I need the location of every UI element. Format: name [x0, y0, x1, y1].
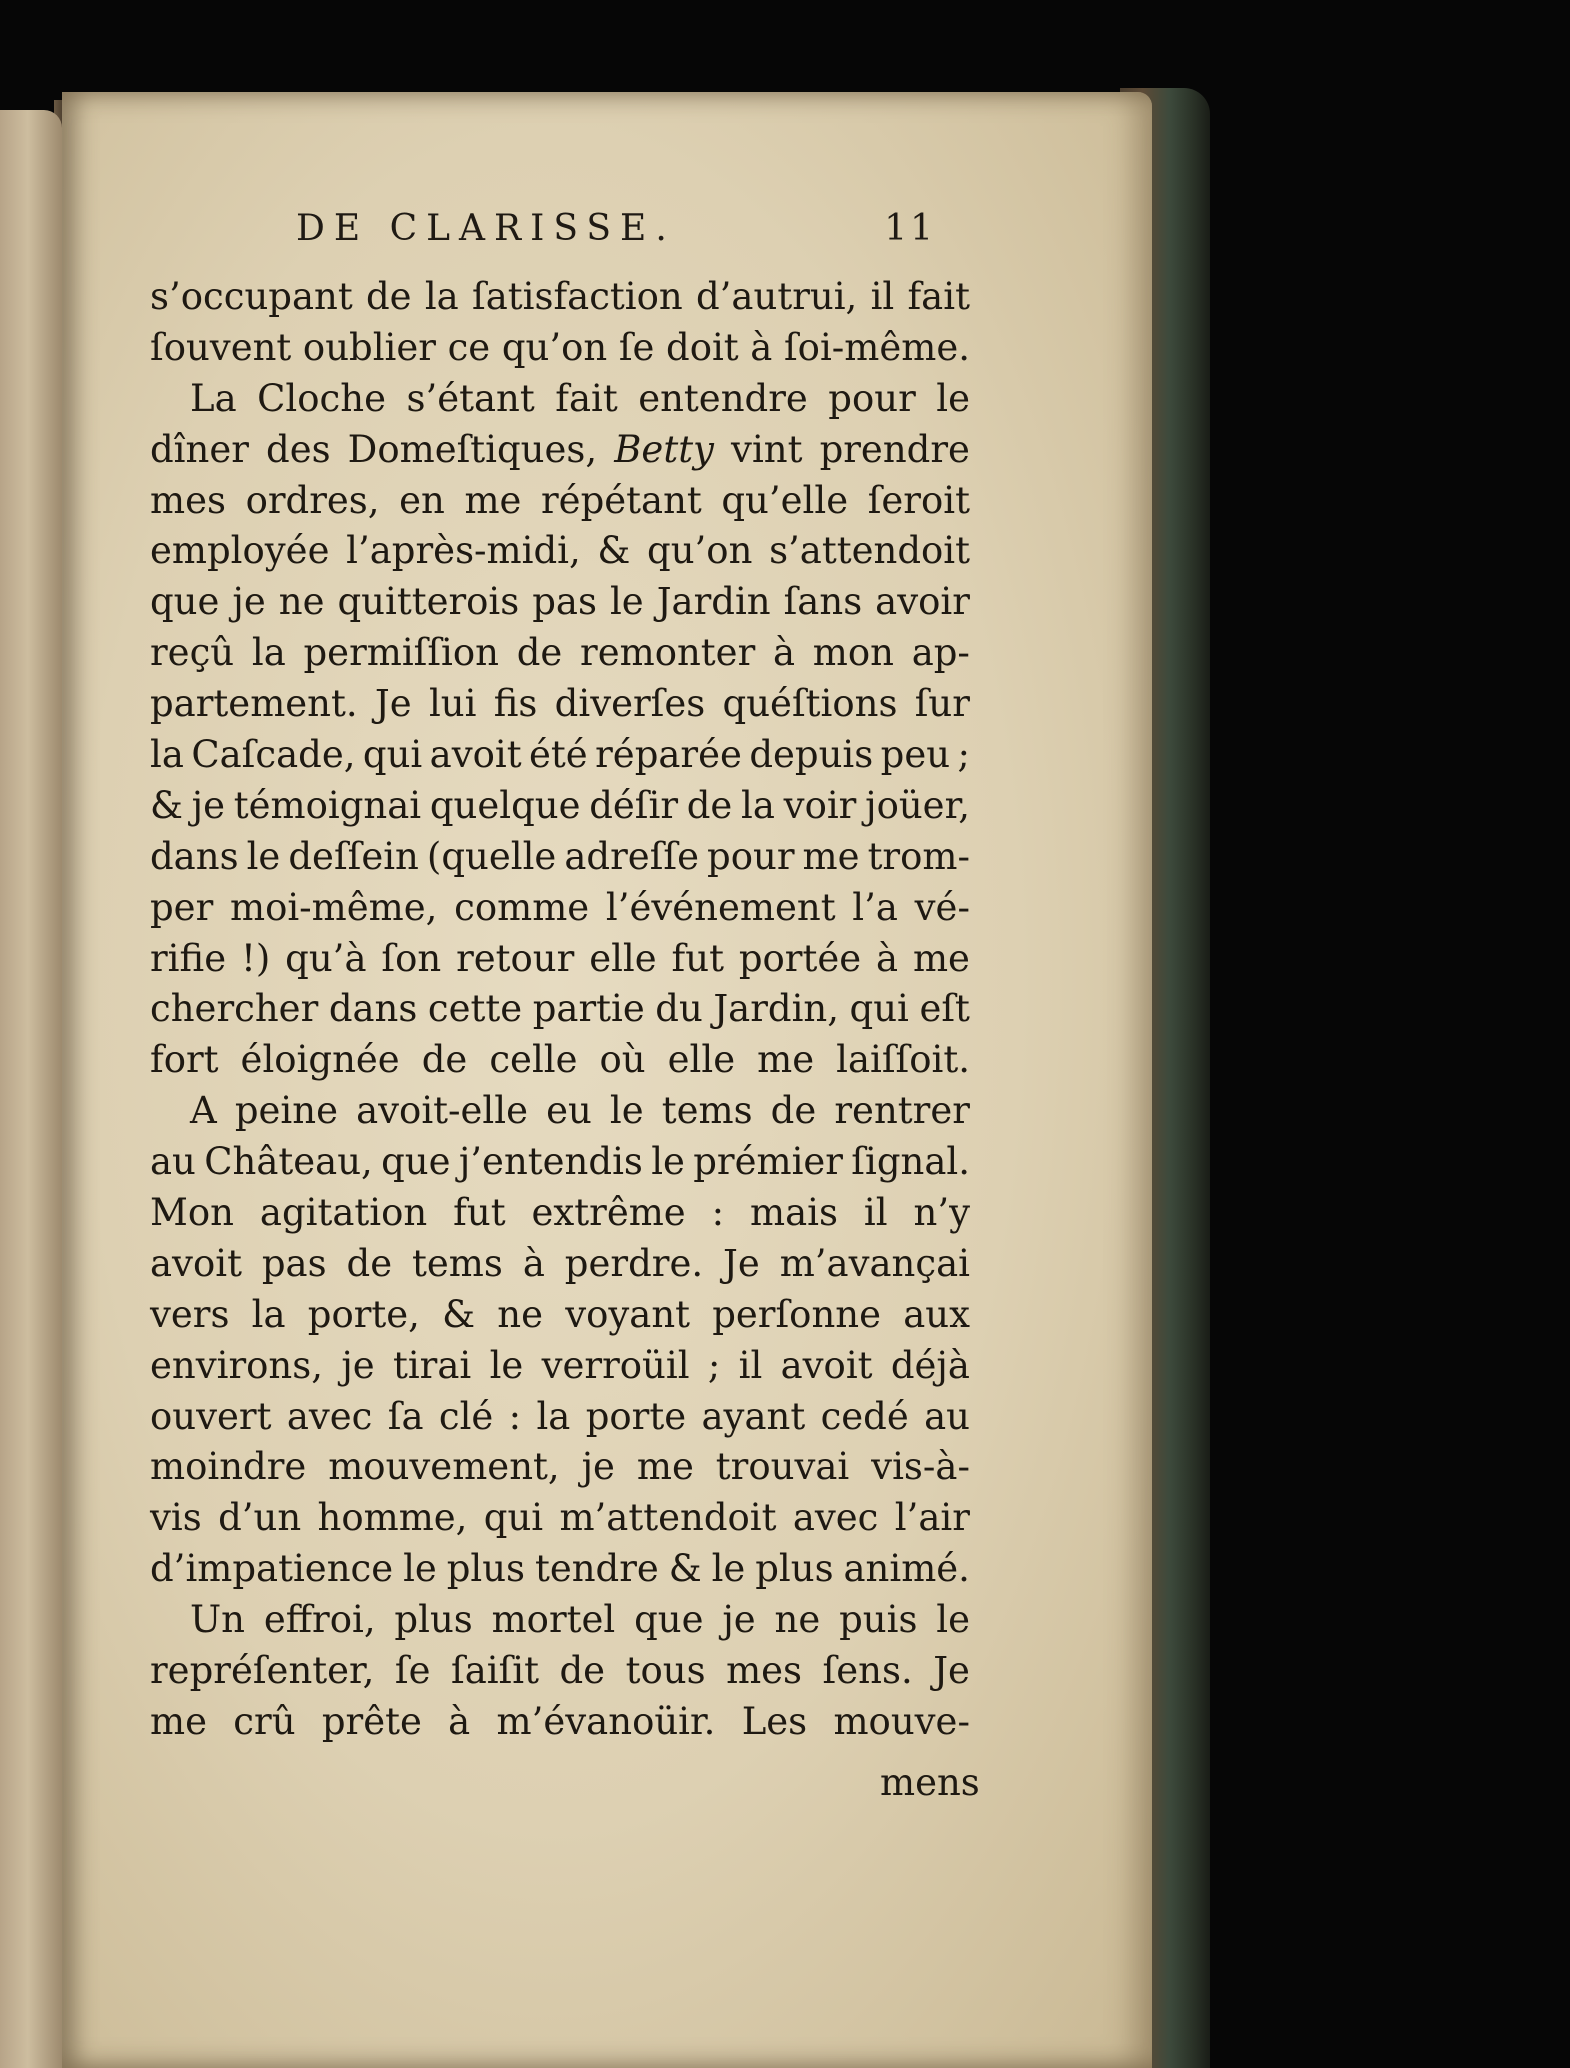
- word: La: [190, 376, 237, 420]
- word: environs,: [150, 1343, 324, 1387]
- word: s’étant: [406, 376, 535, 420]
- word: me: [912, 936, 970, 980]
- word: Je: [933, 1649, 970, 1693]
- word: repréſenter,: [150, 1649, 375, 1693]
- word: la: [251, 631, 286, 675]
- word: mais: [750, 1191, 838, 1235]
- word: Je: [374, 682, 412, 726]
- word: ſur: [914, 682, 970, 726]
- word: fis: [493, 682, 538, 726]
- word: comme: [454, 885, 590, 929]
- word: me: [464, 478, 522, 522]
- word: rentrer: [834, 1089, 970, 1133]
- word: mouvement,: [328, 1445, 560, 1489]
- word: partement.: [150, 682, 358, 726]
- text-line: [150, 934, 970, 985]
- word: reçû: [150, 631, 235, 675]
- word: quitterois: [337, 580, 520, 624]
- text-line: [150, 1646, 970, 1697]
- word: aux: [903, 1292, 970, 1336]
- word: témoignai: [233, 783, 422, 827]
- word: ſon: [381, 936, 442, 980]
- word: le: [609, 580, 644, 624]
- word: chercher: [150, 987, 319, 1031]
- word: la: [741, 783, 775, 827]
- word: Les: [741, 1699, 808, 1743]
- word: porte,: [307, 1292, 420, 1336]
- word: moindre: [150, 1445, 307, 1489]
- word: fait: [907, 275, 970, 318]
- word: (quelle: [426, 834, 557, 878]
- word: avoit: [150, 1241, 242, 1285]
- word: réparée: [595, 733, 742, 777]
- word: ſoi-même.: [783, 325, 970, 369]
- word: dans: [150, 834, 239, 878]
- word: où: [599, 1038, 646, 1082]
- text-line: [150, 1341, 970, 1392]
- word: vint: [731, 427, 803, 471]
- word: qui: [483, 1496, 544, 1540]
- word: eſt: [919, 987, 970, 1031]
- left-page-edge: [0, 110, 62, 2068]
- word: de: [559, 1649, 606, 1693]
- word: &: [442, 1292, 476, 1336]
- word: cedé: [820, 1394, 909, 1438]
- word: &: [597, 529, 631, 573]
- word: ſe: [618, 325, 655, 369]
- word: le: [936, 376, 970, 420]
- word: entendre: [638, 376, 808, 420]
- word: d’autrui,: [695, 275, 858, 318]
- word: ſa: [387, 1394, 424, 1438]
- text-line: [150, 1035, 970, 1086]
- word: déſir: [589, 783, 679, 827]
- word: plus: [394, 1598, 473, 1642]
- word: Un: [190, 1598, 246, 1642]
- word: :: [711, 1191, 725, 1235]
- word: puis: [839, 1598, 918, 1642]
- word: remonter: [580, 631, 756, 675]
- word: quelque: [429, 783, 581, 827]
- word: &: [668, 1547, 702, 1591]
- text-line: [150, 577, 970, 628]
- word: avec: [286, 1394, 373, 1438]
- word: lui: [428, 682, 477, 726]
- word: ne: [497, 1292, 543, 1336]
- word: vers: [150, 1292, 230, 1336]
- word: qui: [362, 733, 423, 777]
- word: que: [634, 1598, 704, 1642]
- word: celle: [489, 1038, 578, 1082]
- word: à: [750, 325, 773, 369]
- word: verroüil: [541, 1343, 690, 1387]
- word: des: [266, 427, 331, 471]
- word: perdre.: [564, 1241, 704, 1285]
- word: à: [772, 631, 796, 675]
- word: laiſſoit.: [836, 1038, 970, 1082]
- word: le: [403, 1547, 437, 1591]
- word: été: [529, 733, 588, 777]
- word: ſouvent: [150, 325, 292, 369]
- word: j’entendis: [458, 1140, 643, 1184]
- word: perſonne: [712, 1292, 882, 1336]
- text-line: [150, 1137, 970, 1188]
- word: m’évanoüir.: [496, 1699, 716, 1743]
- word: tems: [412, 1241, 503, 1285]
- word: répétant: [541, 478, 702, 522]
- running-title: DE CLARISSE.: [296, 208, 676, 249]
- running-head: [296, 200, 936, 260]
- page-number: 11: [884, 208, 936, 249]
- word: fut: [671, 936, 724, 980]
- word: ap-: [911, 631, 970, 675]
- word: doit: [666, 325, 739, 369]
- word: employée: [150, 529, 330, 573]
- word: m’attendoit: [559, 1496, 777, 1540]
- word: rifie: [150, 936, 227, 980]
- word: du: [655, 987, 703, 1031]
- word: Jardin: [656, 580, 771, 624]
- text-line: [150, 984, 970, 1035]
- word: :: [508, 1394, 522, 1438]
- word: s’attendoit: [769, 529, 970, 573]
- word: crû: [233, 1699, 296, 1743]
- word: eu: [546, 1089, 592, 1133]
- text-line: [150, 1239, 970, 1290]
- word: n’y: [913, 1191, 970, 1235]
- word: ſignal.: [851, 1140, 970, 1184]
- word: clé: [438, 1394, 494, 1438]
- text-line: [150, 883, 970, 934]
- word: adreſſe: [564, 834, 699, 878]
- word: avoit-elle: [356, 1089, 528, 1133]
- word: de: [516, 631, 563, 675]
- text-line: [150, 1595, 970, 1646]
- word: ſens.: [822, 1649, 913, 1693]
- word: d’un: [218, 1496, 302, 1540]
- word: je: [581, 1445, 615, 1489]
- text-line: [150, 1544, 970, 1595]
- word: au: [924, 1394, 970, 1438]
- word: dans: [328, 987, 418, 1031]
- word: ce: [447, 325, 491, 369]
- word: avoit: [429, 733, 522, 777]
- word: oublier: [302, 325, 436, 369]
- word: le: [651, 1140, 685, 1184]
- text-line: [150, 1697, 970, 1748]
- word: homme,: [317, 1496, 468, 1540]
- word: de: [366, 275, 412, 318]
- word: fait: [555, 376, 618, 420]
- text-line: [150, 1442, 970, 1493]
- word: le: [489, 1343, 524, 1387]
- word: moi-même,: [229, 885, 438, 929]
- word: animé.: [843, 1547, 970, 1591]
- word: prémier: [693, 1140, 843, 1184]
- word: mortel: [491, 1598, 616, 1642]
- word: Château,: [204, 1140, 373, 1184]
- word: tous: [625, 1649, 706, 1693]
- word: qu’à: [285, 936, 367, 980]
- word: me: [636, 1445, 694, 1489]
- word: &: [150, 783, 183, 827]
- word: fut: [453, 1191, 506, 1235]
- word: de: [421, 1038, 468, 1082]
- word: mon: [812, 631, 894, 675]
- word: que: [381, 1140, 451, 1184]
- word: la: [150, 733, 184, 777]
- word: le: [711, 1547, 746, 1591]
- word: vé-: [914, 885, 970, 929]
- word: peu: [880, 733, 951, 777]
- word: à: [522, 1241, 545, 1285]
- word: éloignée: [240, 1038, 400, 1082]
- word: trom-: [867, 834, 970, 878]
- word: trouvai: [715, 1445, 850, 1489]
- word: vis-à-: [871, 1445, 970, 1489]
- word: avoir: [875, 580, 970, 624]
- text-line: [150, 374, 970, 425]
- word: Jardin,: [713, 987, 840, 1031]
- text-line: [150, 425, 970, 476]
- word: joüer,: [865, 783, 970, 827]
- word: de: [686, 783, 733, 827]
- word: le: [246, 834, 281, 878]
- word: il: [863, 1191, 888, 1235]
- word: ſeroit: [867, 478, 970, 522]
- word: à: [448, 1699, 471, 1743]
- word: dîner: [150, 427, 249, 471]
- text-line: [150, 832, 970, 883]
- word: mes: [150, 478, 226, 522]
- word: il: [738, 1343, 763, 1387]
- word: l’a: [852, 885, 898, 929]
- word: Cloche: [257, 376, 386, 420]
- word: retour: [456, 936, 575, 980]
- word: l’après-midi,: [346, 529, 581, 573]
- word: Caſcade,: [191, 733, 356, 777]
- word: prendre: [819, 427, 970, 471]
- word: qu’on: [647, 529, 753, 573]
- body-text: [150, 272, 970, 1748]
- word: de: [346, 1241, 393, 1285]
- text-line: [150, 730, 970, 781]
- text-line: [150, 1392, 970, 1443]
- word: ;: [957, 733, 970, 777]
- word: ſaiſit: [451, 1649, 539, 1693]
- word: me: [757, 1038, 815, 1082]
- word: qu’on: [501, 325, 608, 369]
- word: fort: [150, 1038, 219, 1082]
- text-line: [150, 1290, 970, 1341]
- word: mes: [726, 1649, 803, 1693]
- text-line: [150, 1493, 970, 1544]
- word: l’événement: [605, 885, 836, 929]
- word: s’occupant: [150, 275, 353, 318]
- word: elle: [589, 936, 657, 980]
- word: quéſtions: [722, 682, 898, 726]
- word: je: [722, 1598, 756, 1642]
- word: plus: [446, 1547, 526, 1591]
- text-line: [150, 628, 970, 679]
- word: depuis: [749, 733, 874, 777]
- word: peine: [234, 1089, 338, 1133]
- text-line: [150, 526, 970, 577]
- word: qu’elle: [721, 478, 849, 522]
- word: partie: [532, 987, 645, 1031]
- word: ;: [707, 1343, 721, 1387]
- word: je: [191, 783, 226, 827]
- word: en: [399, 478, 445, 522]
- text-line: [150, 323, 970, 374]
- word: avec: [792, 1496, 879, 1540]
- word: Betty: [614, 427, 714, 471]
- word: ne: [278, 580, 325, 624]
- word: la: [536, 1394, 571, 1438]
- word: ne: [774, 1598, 821, 1642]
- word: pas: [261, 1241, 327, 1285]
- word: voyant: [565, 1292, 691, 1336]
- word: Mon: [150, 1191, 234, 1235]
- word: extrême: [531, 1191, 686, 1235]
- word: de: [770, 1089, 817, 1133]
- word: je: [232, 580, 266, 624]
- word: la: [424, 275, 459, 318]
- word: !): [240, 936, 271, 980]
- word: qui: [849, 987, 909, 1031]
- word: prête: [321, 1699, 422, 1743]
- word: pas: [532, 580, 597, 624]
- word: per: [150, 885, 214, 929]
- word: je: [341, 1343, 375, 1387]
- word: deſſein: [288, 834, 419, 878]
- word: ordres,: [245, 478, 380, 522]
- word: m’avançai: [779, 1241, 970, 1285]
- word: porte: [585, 1394, 687, 1438]
- word: effroi,: [263, 1598, 376, 1642]
- word: agitation: [259, 1191, 428, 1235]
- word: ayant: [701, 1394, 806, 1438]
- word: la: [251, 1292, 286, 1336]
- word: ſans: [783, 580, 863, 624]
- word: déjà: [890, 1343, 970, 1387]
- word: Domeſtiques,: [347, 427, 598, 471]
- word: elle: [667, 1038, 736, 1082]
- word: Je: [723, 1241, 760, 1285]
- word: ſatisfaction: [472, 275, 683, 318]
- word: ouvert: [150, 1394, 272, 1438]
- word: plus: [755, 1547, 834, 1591]
- catchword: mens: [880, 1761, 980, 1804]
- word: me: [802, 834, 860, 878]
- word: il: [870, 275, 895, 318]
- word: au: [150, 1140, 196, 1184]
- word: portée: [738, 936, 862, 980]
- word: ſe: [394, 1649, 431, 1693]
- word: avoit: [780, 1343, 873, 1387]
- text-line: [150, 679, 970, 730]
- word: le: [936, 1598, 970, 1642]
- word: permiſſion: [303, 631, 499, 675]
- word: cette: [427, 987, 523, 1031]
- word: me: [150, 1699, 207, 1743]
- word: pour: [707, 834, 795, 878]
- text-line: [150, 1086, 970, 1137]
- word: que: [150, 580, 220, 624]
- word: tendre: [534, 1547, 659, 1591]
- word: tems: [661, 1089, 753, 1133]
- text-line: [150, 476, 970, 527]
- word: vis: [150, 1496, 202, 1540]
- word: voir: [783, 783, 857, 827]
- word: l’air: [894, 1496, 970, 1540]
- word: tirai: [392, 1343, 472, 1387]
- word: d’impatience: [150, 1547, 394, 1591]
- word: A: [190, 1089, 217, 1133]
- text-line: [150, 781, 970, 832]
- text-line: [150, 272, 970, 323]
- word: le: [609, 1089, 644, 1133]
- word: à: [876, 936, 899, 980]
- text-line: [150, 1188, 970, 1239]
- word: diverſes: [554, 682, 706, 726]
- word: mouve-: [833, 1699, 970, 1743]
- word: pour: [828, 376, 916, 420]
